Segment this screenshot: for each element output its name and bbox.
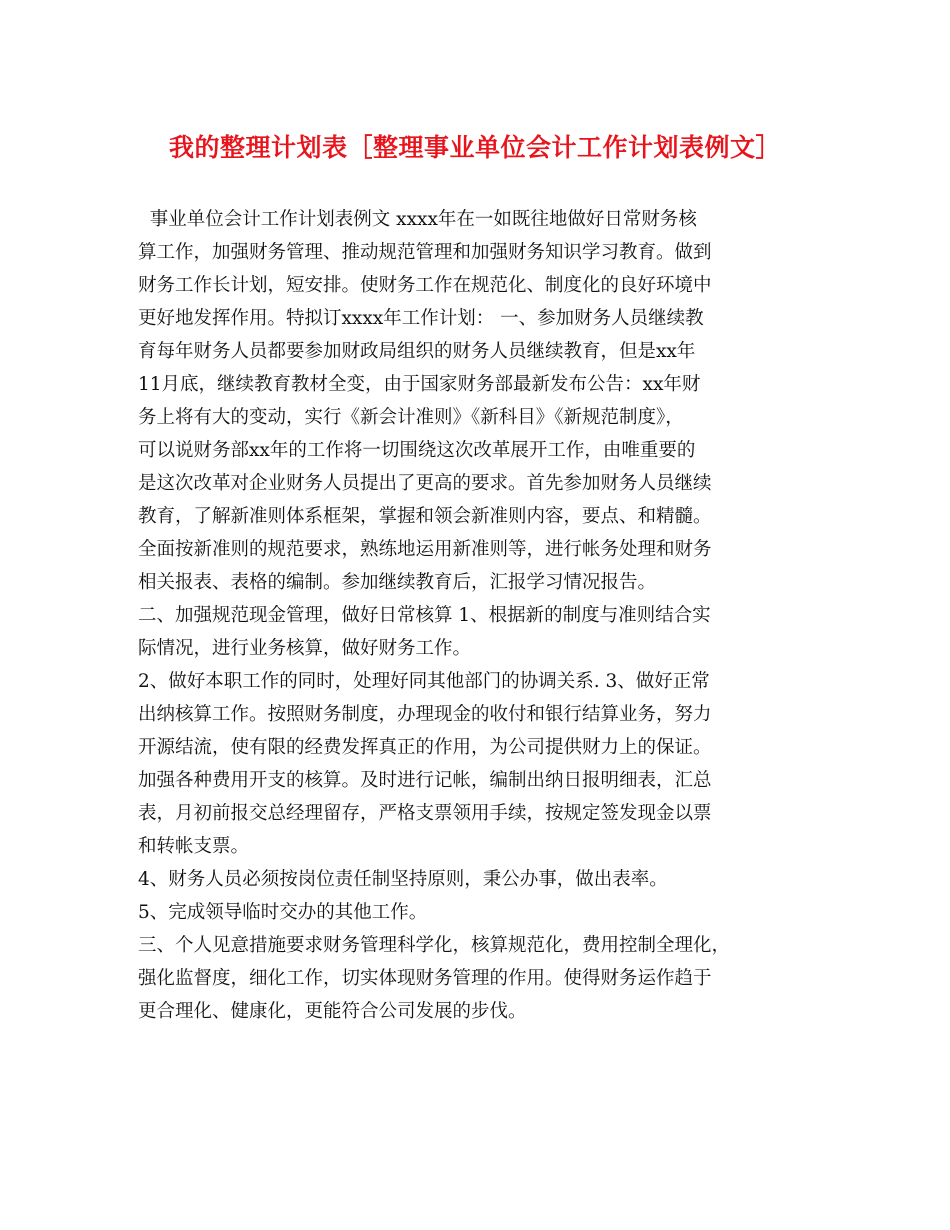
body-line: 相关报表、表格的编制。参加继续教育后，汇报学习情况报告。	[138, 572, 657, 593]
body-line: 教育，了解新准则体系框架，掌握和领会新准则内容，要点、和精髓。	[138, 506, 712, 527]
body-line: 是这次改革对企业财务人员提出了更高的要求。首先参加财务人员继续	[138, 473, 712, 494]
document-title: 我的整理计划表［整理事业单位会计工作计划表例文］	[168, 133, 781, 162]
body-line: 加强各种费用开支的核算。及时进行记帐，编制出纳日报明细表，汇总	[138, 770, 712, 791]
body-line: 更好地发挥作用。特拟订xxxx年工作计划： 一、参加财务人员继续教	[138, 308, 704, 329]
body-line: 强化监督度，细化工作，切实体现财务管理的作用。使得财务运作趋于	[138, 968, 712, 989]
body-line: 5、完成领导临时交办的其他工作。	[138, 902, 428, 923]
body-line: 和转帐支票。	[138, 836, 250, 857]
body-line: 开源结流，使有限的经费发挥真正的作用，为公司提供财力上的保证。	[138, 737, 712, 758]
body-line: 更合理化、健康化，更能符合公司发展的步伐。	[138, 1001, 527, 1022]
body-line: 出纳核算工作。按照财务制度，办理现金的收付和银行结算业务，努力	[138, 704, 712, 725]
body-line: 务上将有大的变动，实行《新会计准则》《新科目》《新规范制度》，	[138, 407, 684, 428]
body-line: 2、做好本职工作的同时，处理好同其他部门的协调关系. 3、做好正常	[138, 671, 710, 692]
body-line: 全面按新准则的规范要求，熟练地运用新准则等，进行帐务处理和财务	[138, 539, 712, 560]
body-line: 11月底，继续教育教材全变，由于国家财务部最新发布公告：xx年财	[138, 374, 701, 395]
body-line: 表，月初前报交总经理留存，严格支票领用手续，按规定签发现金以票	[138, 803, 712, 824]
body-line: 二、加强规范现金管理，做好日常核算 1、根据新的制度与准则结合实	[138, 605, 711, 626]
body-line: 算工作，加强财务管理、推动规范管理和加强财务知识学习教育。做到	[138, 242, 712, 263]
body-line: 可以说财务部xx年的工作将一切围绕这次改革展开工作，由唯重要的	[138, 440, 696, 461]
body-line: 4、财务人员必须按岗位责任制坚持原则，秉公办事，做出表率。	[138, 869, 668, 890]
body-line: 三、个人见意措施要求财务管理科学化，核算规范化，费用控制全理化，	[138, 935, 731, 956]
document-body	[138, 203, 814, 1028]
body-line: 育每年财务人员都要参加财政局组织的财务人员继续教育，但是xx年	[138, 341, 696, 362]
body-line: 事业单位会计工作计划表例文 xxxx年在一如既往地做好日常财务核	[138, 209, 697, 230]
body-line: 际情况，进行业务核算，做好财务工作。	[138, 638, 472, 659]
body-line: 财务工作长计划，短安排。使财务工作在规范化、制度化的良好环境中	[138, 275, 712, 296]
